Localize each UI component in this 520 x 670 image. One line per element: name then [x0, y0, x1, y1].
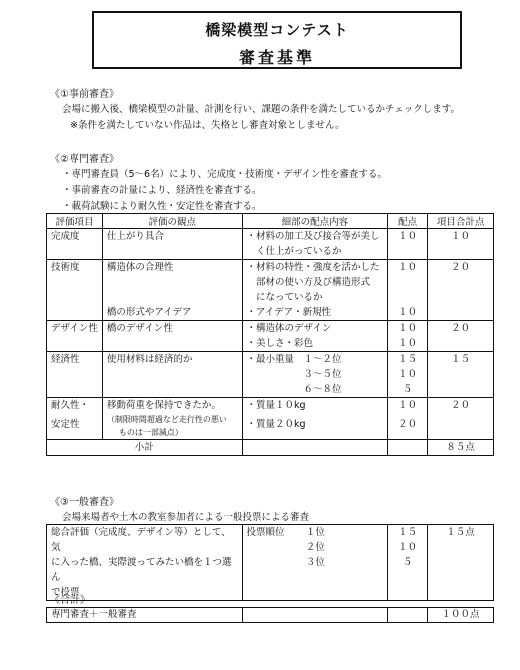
empty-cell: [388, 440, 428, 456]
summary-label: 専門審査＋一般審査: [47, 608, 243, 623]
score-cell: [388, 321, 428, 352]
score-value: １０: [398, 262, 418, 273]
detail-line: ３～５位: [246, 369, 342, 380]
view-cell: 橋のデザイン性: [102, 321, 242, 352]
table-header-row: [47, 214, 494, 229]
score-value: １５: [398, 354, 418, 365]
score-cell: [388, 352, 428, 398]
table-row-keizai: [47, 352, 494, 398]
desc-line: 総合評価（完成度、デザイン等）として、気: [51, 527, 231, 553]
detail-line: ・アイデア・新規性: [246, 307, 332, 318]
detail-cell: [242, 229, 388, 260]
general-row: [47, 525, 494, 601]
page-subtitle: 審査基準: [238, 48, 315, 67]
item-cell: 完成度: [47, 229, 103, 260]
summary-row: [47, 608, 494, 623]
header-view: 評価の観点: [102, 214, 242, 229]
score-cell: [388, 525, 428, 601]
score-value: ５: [402, 557, 413, 568]
total-cell: ２０: [428, 321, 494, 352]
detail-cell: [242, 321, 388, 352]
detail-cell: [242, 352, 388, 398]
expert-bullet-3: ・載荷試験により耐久性・安定性を審査する。: [62, 201, 262, 212]
view-cell: 使用材料は経済的か: [102, 352, 242, 398]
pre-line1: 会場に搬入後、橋梁模型の計量、計測を行い、課題の条件を満たしているかチェックします。: [62, 104, 460, 115]
rank-cell: [302, 525, 388, 601]
item-line: 安定性: [51, 419, 80, 430]
header-detail: 細部の配点内容: [242, 214, 388, 229]
score-value: １０: [398, 338, 418, 349]
view-line: 移動荷重を保持できたか。: [106, 400, 221, 411]
table-row-kansei: [47, 229, 494, 260]
header-item: 評価項目: [47, 214, 103, 229]
score-cell: [388, 398, 428, 440]
page-title: 橋梁模型コンテスト: [205, 21, 349, 39]
table-row-gijutsu: [47, 260, 494, 321]
subtotal-value: ８５点: [428, 440, 494, 456]
score-value: ５: [402, 384, 413, 395]
total-cell: １５点: [428, 525, 494, 601]
rank-value: １位: [305, 527, 325, 538]
score-value: ２０: [398, 419, 418, 430]
total-cell: ２０: [428, 398, 494, 440]
desc-line: で投票: [51, 587, 80, 598]
score-cell: [388, 260, 428, 321]
score-value: １５: [398, 527, 418, 538]
detail-line: ・構造体のデザイン: [246, 323, 332, 334]
summary-heading: 《合計》: [50, 595, 90, 606]
detail-line: 部材の使い方及び構造形式: [246, 277, 371, 288]
pre-line2: ※条件を満たしていない作品は、失格とし審査対象としません。: [70, 120, 345, 131]
general-line: 会場来場者や土木の教室参加者による一般投票による審査: [62, 512, 310, 523]
table-row-subtotal: [47, 440, 494, 456]
score-value: １０: [398, 400, 418, 411]
detail-line: ・質量１０kg: [246, 400, 306, 411]
note-line: ものは一部減点）: [118, 428, 183, 437]
item-cell: 技術度: [47, 260, 103, 321]
total-cell: １０: [428, 229, 494, 260]
item-cell: デザイン性: [47, 321, 103, 352]
general-desc-cell: [47, 525, 243, 601]
score-cell: １０: [388, 229, 428, 260]
score-value: １０: [398, 307, 418, 318]
score-value: １０: [398, 369, 418, 380]
rank-value: ３位: [305, 557, 325, 568]
general-heading: 《③一般審査》: [50, 497, 119, 508]
note-line: （制限時間超過など走行性の悪い: [106, 415, 227, 424]
summary-total: １００点: [428, 608, 494, 623]
vote-label: 投票順位: [242, 525, 302, 601]
detail-line: になっているか: [246, 292, 323, 303]
detail-line: ６～８位: [246, 384, 342, 395]
empty-cell: [242, 440, 388, 456]
header-score: 配点: [388, 214, 428, 229]
table-row-taikyu: [47, 398, 494, 440]
subtotal-label: 小計: [47, 440, 243, 456]
summary-table: [46, 607, 494, 623]
title-box: [92, 11, 462, 69]
table-row-design: [47, 321, 494, 352]
header-total: 項目合計点: [428, 214, 494, 229]
rank-value: ２位: [305, 542, 325, 553]
view-line: 橋の形式やアイデア: [106, 307, 192, 318]
view-cell: 仕上がり具合: [102, 229, 242, 260]
score-value: １０: [398, 542, 418, 553]
empty-cell: [388, 608, 428, 623]
detail-cell: [242, 398, 388, 440]
expert-bullet-1: ・専門審査員（5～6名）により、完成度・技術度・デザイン性を審査する。: [62, 169, 387, 180]
detail-line: ・材料の加工及び接合等が美し: [246, 231, 380, 242]
expert-bullet-2: ・事前審査の計量により、経済性を審査する。: [62, 185, 262, 196]
detail-line: ・最小重量 １～２位: [246, 354, 342, 365]
item-cell: [47, 398, 103, 440]
detail-line: く仕上がっているか: [246, 246, 342, 257]
pre-heading: 《①事前審査》: [50, 89, 119, 100]
expert-heading: 《②専門審査》: [50, 154, 119, 165]
score-value: １０: [398, 323, 418, 334]
view-cell: [102, 398, 242, 440]
expert-table: [46, 213, 494, 456]
view-cell: [102, 260, 242, 321]
desc-line: に入った橋、実際渡ってみたい橋を１つ選ん: [51, 557, 232, 583]
view-line: 構造体の合理性: [106, 262, 174, 273]
detail-line: ・美しさ・彩色: [246, 338, 314, 349]
empty-cell: [242, 608, 388, 623]
total-cell: １５: [428, 352, 494, 398]
general-table: [46, 524, 494, 601]
item-cell: 経済性: [47, 352, 103, 398]
detail-cell: [242, 260, 388, 321]
detail-line: ・質量２０kg: [246, 419, 306, 430]
total-cell: ２０: [428, 260, 494, 321]
item-line: 耐久性・: [51, 400, 90, 411]
detail-line: ・材料の特性・強度を活かした: [246, 262, 380, 273]
